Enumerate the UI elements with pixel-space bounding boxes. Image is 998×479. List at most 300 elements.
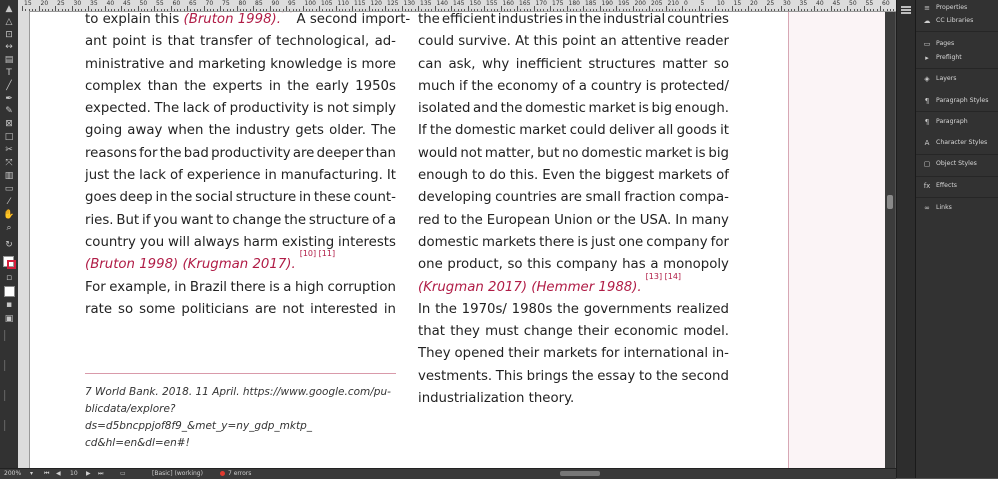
ruler-tick (352, 6, 353, 11)
formatting-container-icon[interactable]: ▫ (5, 273, 13, 283)
word: Even (542, 168, 576, 184)
word: social (195, 190, 233, 206)
ruler-number: 180 (568, 0, 580, 7)
ruler-number: 205 (651, 0, 663, 7)
working-style[interactable]: [Basic] (working) (152, 470, 203, 477)
text-line (418, 321, 729, 343)
ruler-minor-tick (42, 9, 43, 11)
panel-tab-pages[interactable] (916, 37, 998, 51)
text-line (85, 120, 396, 142)
word: their (577, 324, 609, 340)
ruler-tick (831, 6, 832, 11)
panel-separator (916, 31, 998, 32)
text-line (418, 31, 729, 53)
word: economic (614, 324, 679, 340)
ruler-minor-tick (444, 9, 445, 11)
ruler-number: 40 (106, 0, 115, 7)
ruler-minor-tick (755, 9, 756, 11)
word: for (710, 234, 729, 250)
word: of (372, 212, 385, 228)
panel-label: Links (936, 204, 952, 211)
text-line (418, 12, 729, 31)
text-run: A second import- (292, 12, 411, 27)
ruler-minor-tick (603, 9, 604, 11)
ruler-minor-tick (893, 9, 894, 11)
vertical-ruler[interactable] (18, 11, 30, 468)
text-line (85, 54, 396, 76)
word: the (170, 190, 193, 206)
word: is (577, 234, 589, 250)
text-column-right[interactable] (418, 12, 729, 410)
ruler-minor-tick (68, 9, 69, 11)
ruler-minor-tick (180, 9, 181, 11)
word: a (578, 78, 587, 94)
word: they (450, 324, 480, 340)
word: the (579, 12, 602, 27)
word: harm (243, 234, 279, 250)
ruler-minor-tick (771, 9, 772, 11)
ruler-minor-tick (131, 9, 132, 11)
ruler-minor-tick (128, 9, 129, 11)
first-page-icon[interactable]: ⏮ (44, 470, 50, 477)
ruler-number: 90 (271, 0, 280, 7)
panel-tab-effects[interactable] (916, 179, 998, 193)
ruler-minor-tick (692, 9, 693, 11)
error-count: 7 errors (228, 470, 252, 477)
ruler-minor-tick (821, 9, 822, 11)
word: example, (109, 279, 171, 295)
ruler-tick (600, 6, 601, 11)
word: monopoly (663, 257, 729, 273)
ruler-minor-tick (491, 9, 492, 11)
panel-tab-paragraph[interactable] (916, 115, 998, 129)
word: to (443, 212, 458, 228)
ruler-tick (699, 6, 700, 11)
ruler-minor-tick (85, 9, 86, 11)
ruler-minor-tick (111, 9, 112, 11)
ruler-minor-tick (58, 9, 59, 11)
word: 1980s (511, 301, 553, 317)
ruler-minor-tick (827, 9, 828, 11)
word: so (507, 257, 523, 273)
ruler-number: 35 (90, 0, 98, 7)
word: in- (712, 346, 729, 362)
text-line (418, 98, 729, 120)
ruler-minor-tick (745, 9, 746, 11)
vertical-label-icon: ─── (2, 330, 9, 341)
zoom-dropdown-icon[interactable]: ▾ (30, 470, 34, 477)
ruler-minor-tick (296, 9, 297, 11)
ruler-number: 185 (585, 0, 597, 7)
prev-page-icon[interactable]: ◀ (56, 470, 61, 477)
ruler-tick (204, 6, 205, 11)
ruler-tick (187, 6, 188, 11)
ruler-minor-tick (804, 9, 805, 11)
ruler-minor-tick (458, 9, 459, 11)
hand-tool-icon[interactable]: ✋ (3, 210, 15, 220)
ruler-tick (666, 6, 667, 11)
ruler-minor-tick (62, 9, 63, 11)
text-line (418, 254, 729, 276)
text-line (418, 165, 729, 187)
word: markets (481, 234, 537, 250)
ruler-minor-tick (207, 9, 208, 11)
ruler-number: 15 (733, 0, 742, 7)
word: are (292, 145, 315, 161)
object-styles-icon: ▢ (923, 160, 931, 168)
ruler-minor-tick (540, 9, 541, 11)
panel-tab-properties[interactable] (916, 1, 998, 15)
ruler-number: 75 (222, 0, 230, 7)
paragraph-styles-icon: ¶ (924, 97, 930, 105)
zoom-tool-icon[interactable]: ⌕ (6, 223, 12, 233)
word: At (515, 34, 530, 50)
word: of (170, 168, 183, 184)
footnotes[interactable] (85, 384, 396, 468)
panel-label: Properties (936, 4, 968, 11)
ruler-minor-tick (312, 9, 313, 11)
ruler-number: 115 (354, 0, 366, 7)
ruler-minor-tick (877, 9, 878, 11)
ruler-minor-tick (378, 9, 379, 11)
ruler-minor-tick (623, 9, 624, 11)
word: domestic (525, 101, 586, 117)
character-styles-icon: A (924, 139, 930, 147)
ruler-minor-tick (250, 9, 251, 11)
ruler-minor-tick (788, 9, 789, 11)
panel-tab-cc-libraries[interactable] (916, 14, 998, 28)
zoom-level[interactable]: 200% (4, 470, 22, 477)
ruler-minor-tick (35, 9, 36, 11)
word: structure (235, 190, 297, 206)
swap-colors-icon[interactable]: ↻ (5, 240, 13, 250)
word: in (174, 279, 187, 295)
horizontal-ruler[interactable] (18, 0, 914, 12)
menu-icon[interactable] (901, 12, 911, 14)
vertical-label-icon: ─── (2, 360, 9, 371)
ruler-minor-tick (405, 9, 406, 11)
word: would (418, 145, 458, 161)
panel-tab-character-styles[interactable] (916, 136, 998, 150)
rectangle-frame-tool-icon[interactable]: ⊠ (5, 119, 13, 129)
vertical-scrollbar[interactable] (885, 12, 895, 468)
word: market (588, 101, 636, 117)
ruler-tick (237, 6, 238, 11)
ruler-number: 25 (766, 0, 775, 7)
word: is (638, 101, 649, 117)
ruler-minor-tick (712, 9, 713, 11)
ruler-minor-tick (332, 9, 333, 11)
word: or (596, 212, 611, 228)
ruler-minor-tick (395, 9, 396, 11)
screen-mode-icon[interactable]: ▣ (4, 314, 14, 324)
ruler-tick (369, 6, 370, 11)
panel-tab-object-styles[interactable] (916, 157, 998, 171)
word: deliver (609, 123, 655, 139)
rectangle-tool-icon[interactable]: □ (4, 132, 14, 142)
word: is (312, 101, 324, 117)
dock-collapse-strip[interactable] (896, 0, 915, 478)
ruler-minor-tick (860, 9, 861, 11)
ruler-minor-tick (553, 9, 554, 11)
ruler-minor-tick (675, 9, 676, 11)
layers-icon: ◈ (924, 75, 930, 83)
word: than (365, 145, 396, 161)
panel-tab-preflight[interactable] (916, 51, 998, 65)
ruler-number: 20 (750, 0, 758, 7)
ruler-minor-tick (161, 9, 162, 11)
ruler-number: 160 (502, 0, 514, 7)
ruler-minor-tick (101, 9, 102, 11)
pages-icon: ▭ (923, 40, 931, 48)
panel-tab-layers[interactable] (916, 72, 998, 86)
word: the (571, 368, 594, 384)
page-tool-icon[interactable]: ⊡ (5, 30, 13, 40)
ruler-minor-tick (570, 9, 571, 11)
apply-color-icon[interactable] (4, 286, 15, 297)
menu-icon[interactable] (901, 6, 911, 8)
ruler-minor-tick (543, 9, 544, 11)
ruler-tick (385, 6, 386, 11)
ruler-minor-tick (174, 9, 175, 11)
ruler-number: 150 (469, 0, 481, 7)
ruler-minor-tick (464, 9, 465, 11)
text-run: industrialization theory. (418, 391, 575, 407)
word: one (618, 234, 644, 250)
ruler-minor-tick (81, 9, 82, 11)
ruler-tick (583, 6, 584, 11)
ruler-tick (270, 6, 271, 11)
footnote-ref: [13] [14] (645, 271, 682, 281)
ruler-number: 100 (304, 0, 316, 7)
ruler-tick (418, 6, 419, 11)
ruler-number: 145 (453, 0, 465, 7)
vertical-label-icon: ─── (2, 420, 9, 431)
ruler-minor-tick (481, 9, 482, 11)
ruler-number: 110 (337, 0, 349, 7)
eyedropper-tool-icon[interactable]: ⁄ (8, 197, 10, 207)
word: this (527, 257, 552, 273)
word: company (556, 257, 618, 273)
word: the (461, 212, 483, 228)
panel-separator (916, 176, 998, 177)
footnote-ref: [10] [11] (299, 249, 336, 259)
gradient-tool-icon[interactable]: ▥ (4, 171, 14, 181)
ruler-minor-tick (461, 9, 462, 11)
word: always (193, 234, 240, 250)
word: for (139, 145, 158, 161)
word: has (622, 257, 646, 273)
word: of (716, 168, 729, 184)
word: the (208, 123, 231, 139)
word: red (418, 212, 440, 228)
ruler-minor-tick (349, 9, 350, 11)
ruler-minor-tick (32, 9, 33, 11)
ruler-minor-tick (194, 9, 195, 11)
word: these (313, 190, 351, 206)
ruler-tick (39, 6, 40, 11)
last-page-icon[interactable]: ⏭ (98, 470, 104, 477)
ruler-tick (567, 6, 568, 11)
content-collector-icon[interactable]: ▤ (4, 55, 14, 65)
ruler-minor-tick (408, 9, 409, 11)
ruler-minor-tick (619, 9, 620, 11)
ruler-minor-tick (487, 9, 488, 11)
ruler-tick (682, 6, 683, 11)
word: a (387, 212, 396, 228)
ruler-number: 125 (387, 0, 399, 7)
type-tool-icon[interactable]: T (6, 68, 12, 78)
line-tool-icon[interactable]: ╱ (6, 81, 12, 91)
word: lack (139, 168, 167, 184)
ruler-minor-tick (289, 9, 290, 11)
word: structures (588, 56, 656, 72)
ruler-minor-tick (590, 9, 591, 11)
word: just (591, 234, 616, 250)
ruler-number: 10 (717, 0, 725, 7)
word: if (142, 212, 151, 228)
word: enough. (674, 101, 729, 117)
panel-label: Paragraph (936, 118, 968, 125)
word: isolated (418, 101, 471, 117)
ruler-tick (748, 6, 749, 11)
word: attentive (620, 34, 682, 50)
ruler-minor-tick (705, 9, 706, 11)
ruler-tick (501, 6, 502, 11)
word: product, (447, 257, 503, 273)
word: 1950s (355, 78, 396, 94)
ruler-minor-tick (659, 9, 660, 11)
stroke-swatch[interactable] (7, 260, 16, 269)
word: country (85, 234, 136, 250)
text-line (418, 232, 729, 254)
ruler-minor-tick (184, 9, 185, 11)
next-page-icon[interactable]: ▶ (86, 470, 91, 477)
ruler-minor-tick (124, 9, 125, 11)
ruler-tick (105, 6, 106, 11)
ruler-minor-tick (45, 9, 46, 11)
ruler-minor-tick (890, 9, 891, 11)
ruler-minor-tick (669, 9, 670, 11)
ruler-tick (319, 6, 320, 11)
word: developing (418, 190, 492, 206)
word: an (600, 34, 617, 50)
ruler-minor-tick (392, 9, 393, 11)
open-page-icon[interactable]: ▭ (120, 470, 126, 477)
ruler-minor-tick (75, 9, 76, 11)
scrollbar-thumb[interactable] (887, 195, 893, 209)
ruler-minor-tick (656, 9, 657, 11)
ruler-number: 30 (73, 0, 82, 7)
ruler-minor-tick (177, 9, 178, 11)
ruler-minor-tick (642, 9, 643, 11)
ruler-number: 0 (684, 0, 688, 7)
ruler-minor-tick (560, 9, 561, 11)
word: just (85, 168, 110, 184)
ruler-number: 170 (535, 0, 547, 7)
word: is (645, 78, 657, 94)
ruler-tick (402, 6, 403, 11)
ruler-minor-tick (240, 9, 241, 11)
word: no (561, 145, 579, 161)
word: of (213, 101, 227, 117)
word: interested (310, 301, 378, 317)
direct-selection-tool-icon[interactable]: △ (5, 17, 13, 27)
word: second (681, 368, 729, 384)
panel-tab-links[interactable] (916, 201, 998, 215)
links-icon: ∞ (924, 204, 930, 212)
word: much (418, 78, 456, 94)
ruler-minor-tick (761, 9, 762, 11)
word: is (269, 279, 280, 295)
ruler-minor-tick (266, 9, 267, 11)
word: to (471, 168, 486, 184)
ruler-minor-tick (309, 9, 310, 11)
ruler-number: 65 (189, 0, 197, 7)
ruler-number: 25 (57, 0, 65, 7)
pencil-tool-icon[interactable]: ✎ (5, 106, 13, 116)
ruler-minor-tick (147, 9, 148, 11)
ruler-minor-tick (95, 9, 96, 11)
properties-icon: ≡ (924, 4, 930, 12)
ruler-tick (468, 6, 469, 11)
ruler-tick (484, 6, 485, 11)
text-column-left[interactable] (85, 12, 411, 321)
ruler-minor-tick (411, 9, 412, 11)
horizontal-scrollbar-thumb[interactable] (560, 471, 600, 476)
word: that (167, 34, 195, 50)
word: countries (495, 190, 557, 206)
text-line (85, 12, 411, 31)
note-tool-icon[interactable]: ▭ (4, 184, 14, 194)
panel-tab-paragraph-styles[interactable] (916, 94, 998, 108)
word: industrial (603, 12, 666, 27)
ruler-number: 175 (552, 0, 564, 7)
page-number[interactable]: 10 (70, 470, 78, 477)
selection-tool-icon[interactable]: ▲ (5, 4, 13, 14)
ruler-minor-tick (375, 9, 376, 11)
ruler-minor-tick (768, 9, 769, 11)
word: to (638, 368, 653, 384)
apply-none-icon[interactable]: ▪ (5, 300, 13, 310)
ruler-minor-tick (801, 9, 802, 11)
ruler-minor-tick (840, 9, 841, 11)
ruler-tick (534, 6, 535, 11)
word: do (489, 168, 506, 184)
ruler-number: 105 (321, 0, 333, 7)
ruler-minor-tick (213, 9, 214, 11)
word: deep (119, 190, 153, 206)
ruler-minor-tick (421, 9, 422, 11)
ruler-minor-tick (339, 9, 340, 11)
panel-separator (916, 68, 998, 69)
ruler-minor-tick (263, 9, 264, 11)
pen-tool-icon[interactable]: ✒ (5, 94, 13, 104)
gap-tool-icon[interactable]: ↔ (5, 42, 13, 52)
ruler-minor-tick (260, 9, 261, 11)
menu-icon[interactable] (901, 9, 911, 11)
effects-icon: fx (923, 182, 931, 190)
ruler-minor-tick (547, 9, 548, 11)
ruler-number: 155 (486, 0, 498, 7)
document-canvas[interactable] (30, 12, 885, 468)
word: the (579, 168, 601, 184)
ruler-minor-tick (283, 9, 284, 11)
scissors-tool-icon[interactable]: ✂ (5, 145, 13, 155)
free-transform-tool-icon[interactable]: ⤧ (5, 158, 13, 168)
ruler-minor-tick (702, 9, 703, 11)
word: of (562, 78, 575, 94)
